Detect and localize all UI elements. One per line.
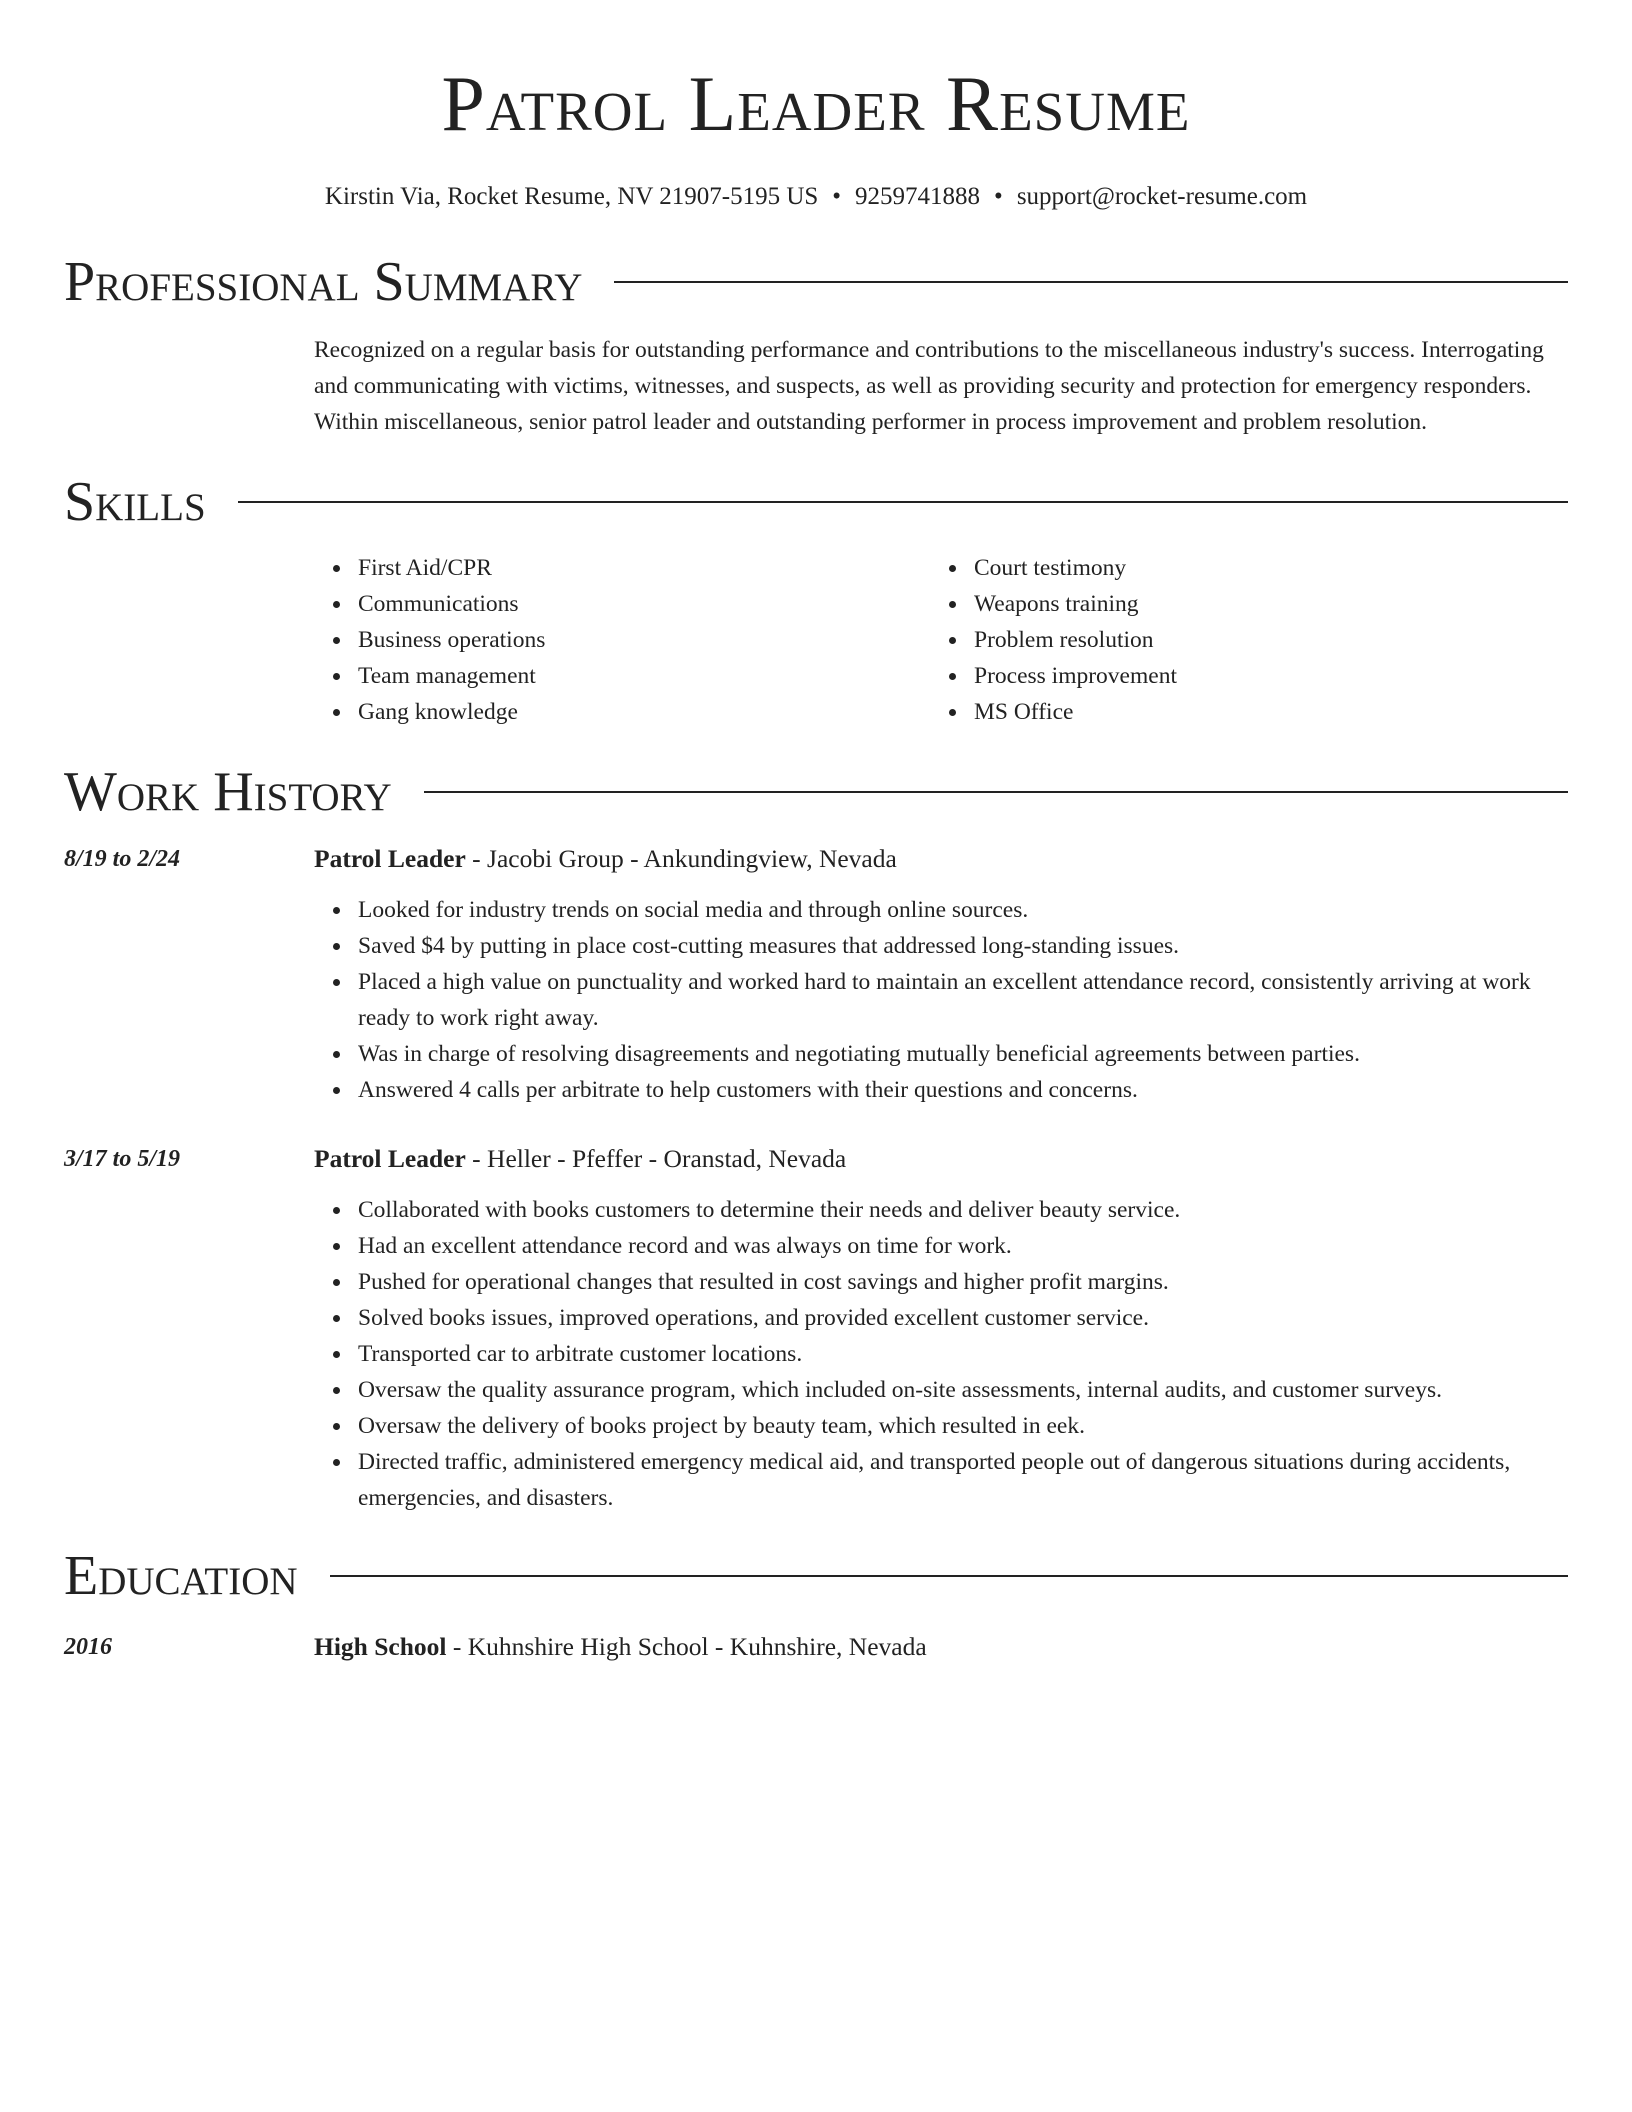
skills-section-header xyxy=(64,470,1568,534)
education-section-header xyxy=(64,1544,1568,1608)
resume-title: Patrol Leader Resume xyxy=(441,60,1191,147)
section-divider xyxy=(614,281,1568,283)
job-bullets xyxy=(314,892,1568,1108)
contact-line xyxy=(64,182,1568,212)
education-school: - Kuhnshire High School - Kuhnshire, Nevada xyxy=(446,1632,927,1661)
skill-item: Process improvement xyxy=(974,658,1546,694)
work-section-header xyxy=(64,760,1568,824)
section-divider xyxy=(238,501,1568,503)
job-body xyxy=(314,842,1568,1108)
job-bullet: Placed a high value on punctuality and worked hard to maintain an excellent attendance record, consistently arriving at work ready to work right away. xyxy=(358,964,1568,1036)
job-bullet: Was in charge of resolving disagreements and negotiating mutually beneficial agreements between parties. xyxy=(358,1036,1568,1072)
skills-list xyxy=(314,550,1568,730)
job-heading xyxy=(314,842,1568,876)
job-employer: - Heller - Pfeffer - Oranstad, Nevada xyxy=(465,1144,847,1173)
skill-item: Communications xyxy=(358,586,930,622)
skill-item: Team management xyxy=(358,658,930,694)
job-bullet: Directed traffic, administered emergency medical aid, and transported people out of dangerous situations during accidents, emergencies, and disasters. xyxy=(358,1444,1568,1516)
job-bullet: Had an excellent attendance record and was always on time for work. xyxy=(358,1228,1568,1264)
contact-separator: • xyxy=(832,183,842,210)
education-entry xyxy=(64,1630,1568,1664)
skills-heading: Skills xyxy=(64,471,206,533)
skill-item: First Aid/CPR xyxy=(358,550,930,586)
job-bullet: Looked for industry trends on social media and through online sources. xyxy=(358,892,1568,928)
job-bullet: Transported car to arbitrate customer locations. xyxy=(358,1336,1568,1372)
skill-item: MS Office xyxy=(974,694,1546,730)
contact-email: support@rocket-resume.com xyxy=(1016,183,1308,210)
job-bullet: Saved $4 by putting in place cost-cutting measures that addressed long-standing issues. xyxy=(358,928,1568,964)
education-body xyxy=(314,1630,1568,1664)
job-bullet: Collaborated with books customers to determine their needs and deliver beauty service. xyxy=(358,1192,1568,1228)
skill-item: Gang knowledge xyxy=(358,694,930,730)
section-divider xyxy=(330,1575,1568,1577)
skill-item: Problem resolution xyxy=(974,622,1546,658)
skill-item: Court testimony xyxy=(974,550,1546,586)
job-entry xyxy=(64,1142,1568,1516)
job-bullet: Oversaw the delivery of books project by beauty team, which resulted in eek. xyxy=(358,1408,1568,1444)
job-body xyxy=(314,1142,1568,1516)
job-entry xyxy=(64,842,1568,1108)
section-divider xyxy=(424,791,1568,793)
job-bullet: Pushed for operational changes that resulted in cost savings and higher profit margins. xyxy=(358,1264,1568,1300)
job-date: 3/17 to 5/19 xyxy=(64,1146,181,1172)
job-heading xyxy=(314,1142,1568,1176)
education-heading-line xyxy=(314,1630,1568,1664)
job-bullets xyxy=(314,1192,1568,1516)
job-bullet: Oversaw the quality assurance program, which included on-site assessments, internal audits, and customer surveys. xyxy=(358,1372,1568,1408)
job-date: 8/19 to 2/24 xyxy=(64,846,181,872)
education-degree: High School xyxy=(314,1632,447,1661)
contact-phone: 9259741888 xyxy=(855,183,981,210)
skills-column-left xyxy=(314,550,930,730)
job-bullet: Solved books issues, improved operations, and provided excellent customer service. xyxy=(358,1300,1568,1336)
contact-address: Kirstin Via, Rocket Resume, NV 21907-5195 US xyxy=(324,183,819,210)
contact-separator: • xyxy=(994,183,1003,210)
education-heading: Education xyxy=(64,1545,298,1607)
job-title: Patrol Leader xyxy=(314,844,466,873)
job-employer: - Jacobi Group - Ankundingview, Nevada xyxy=(465,844,897,873)
summary-heading: Professional Summary xyxy=(64,251,583,313)
education-date: 2016 xyxy=(64,1634,112,1660)
work-heading: Work History xyxy=(64,761,392,823)
skill-item: Business operations xyxy=(358,622,930,658)
summary-text: Recognized on a regular basis for outstanding performance and contributions to the miscellaneous industry's success. Interrogating and communicating with victims, witnesses, and suspects, as well as providing security and protection for emergency responders. Within miscellaneous, senior patrol leader and outstanding performer in process improvement and problem resolution. xyxy=(314,337,1544,435)
skill-item: Weapons training xyxy=(974,586,1546,622)
job-title: Patrol Leader xyxy=(314,1144,466,1173)
summary-section-header xyxy=(64,250,1568,314)
job-bullet: Answered 4 calls per arbitrate to help customers with their questions and concerns. xyxy=(358,1072,1568,1108)
skills-column-right xyxy=(930,550,1546,730)
